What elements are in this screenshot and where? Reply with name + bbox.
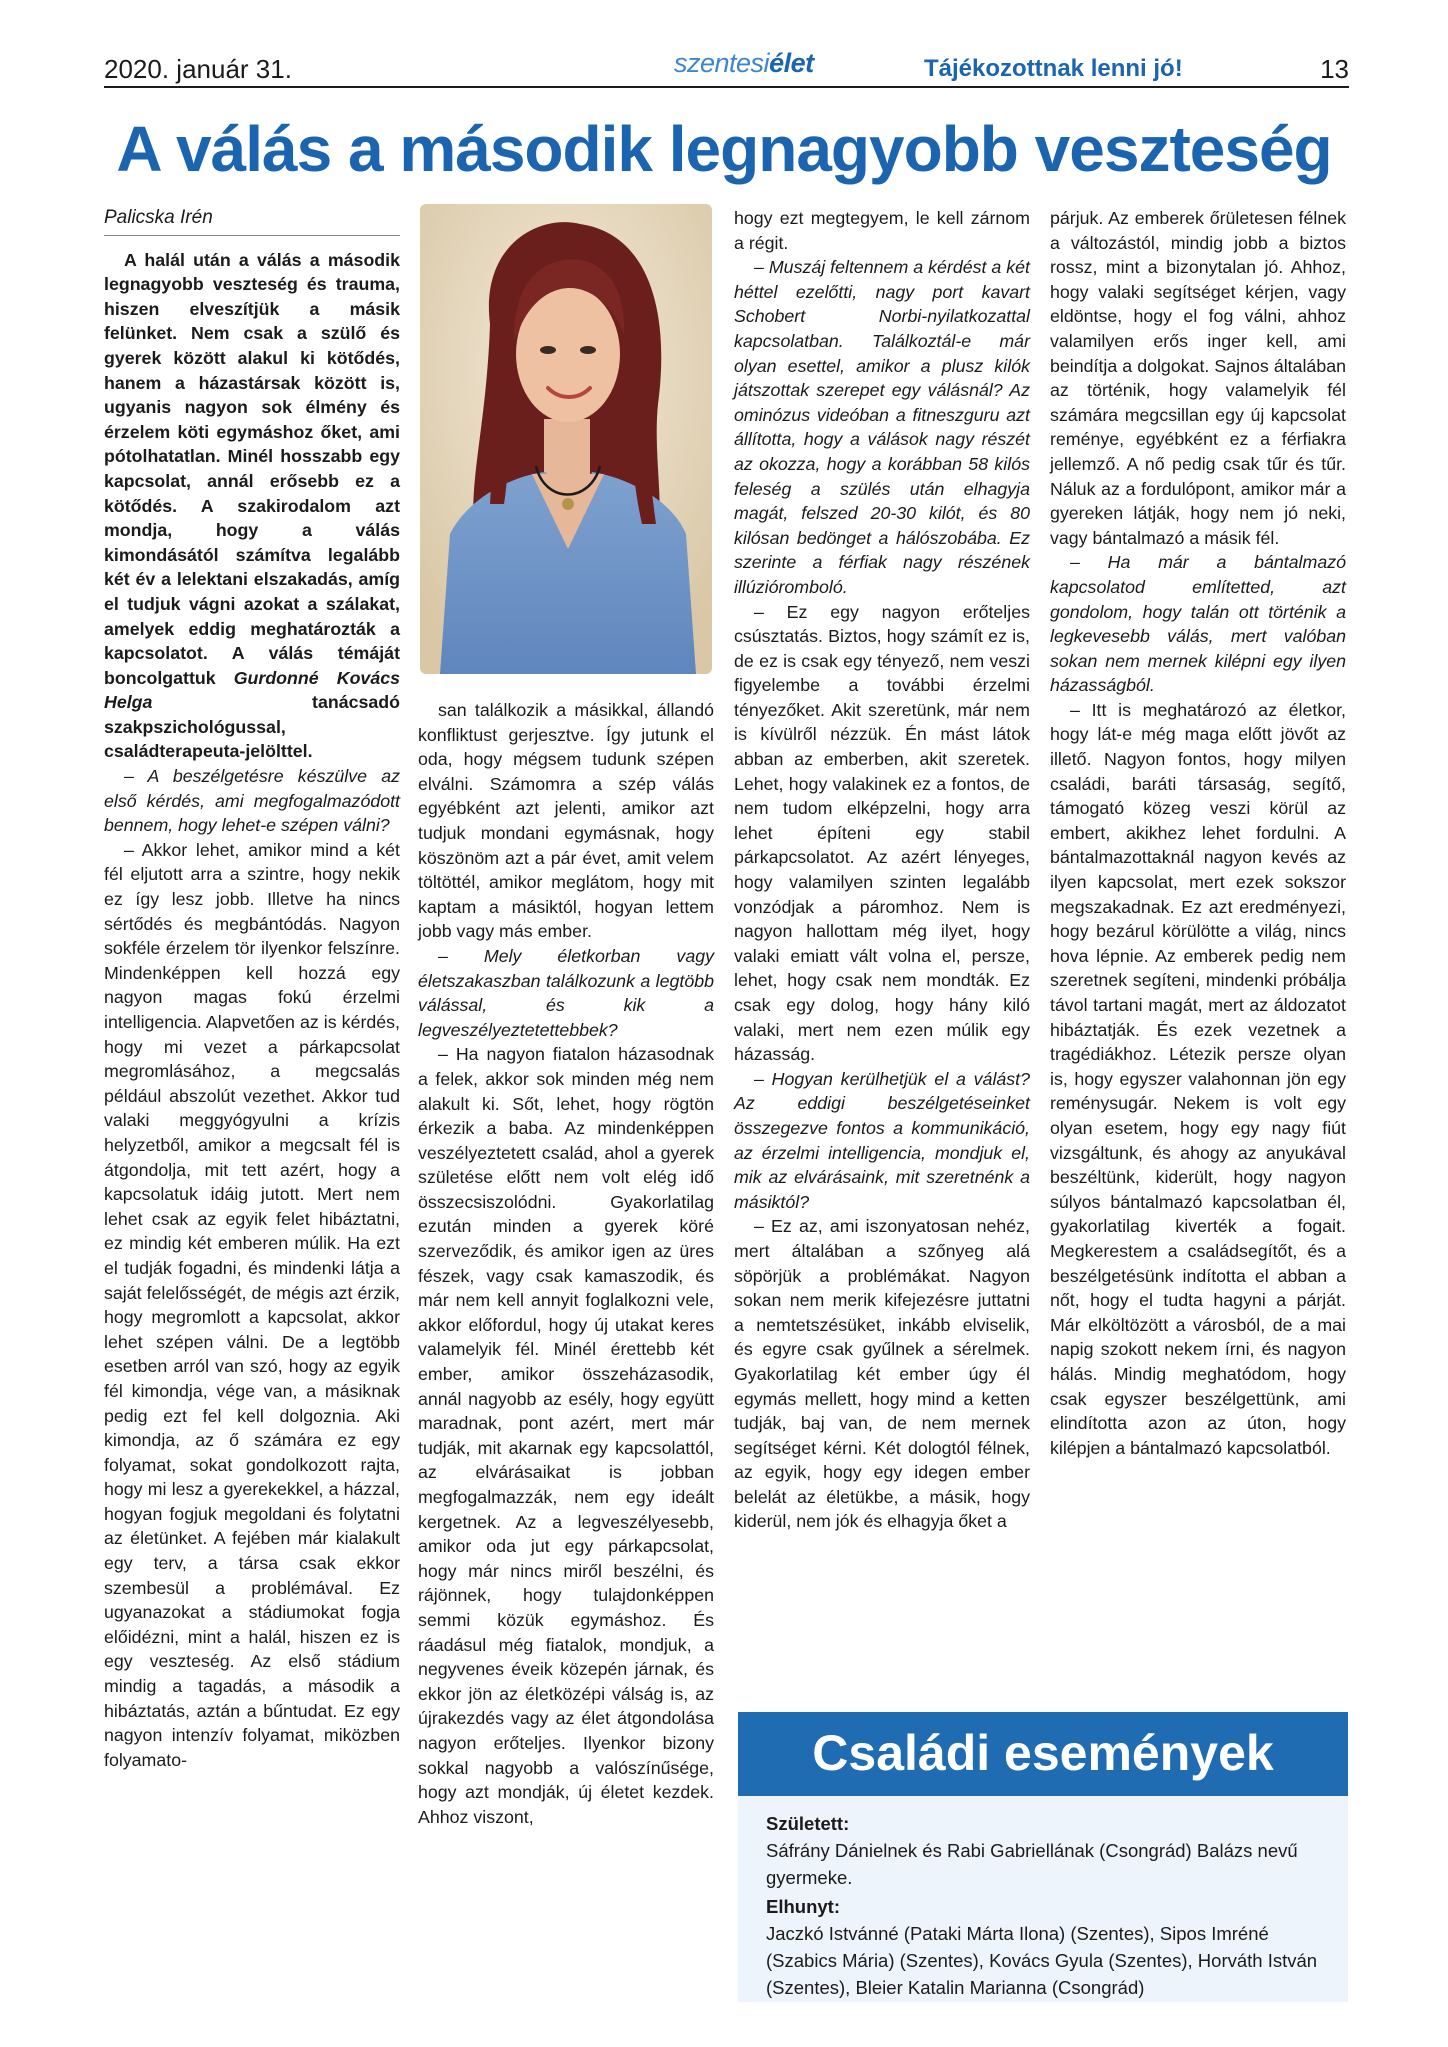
- article-column-1: [104, 206, 400, 1772]
- family-events-box: [738, 1712, 1348, 2002]
- interview-question: – Muszáj feltennem a kérdést a két héttel ezelőtti, nagy port kavart Schobert Norbi-nyilatkozattal kapcsolatban. Találkoztál-e már olyan esettel, amikor a plusz kilók játszottak szerepet egy válásnál? Az ominózus videóban a fitneszguru azt állította, hogy a válások nagy részét az okozza, hogy a korábban 58 kilós feleség a szülés után elhagyja magát, felszed 20-30 kilót, és 80 kilósan bedönget a hálószobába. Ez szerinte a férfiak nagy részének illúzióromboló.: [734, 257, 1030, 597]
- interview-answer: párjuk. Az emberek őrületesen félnek a változástól, mindig jobb a biztos rossz, mint a bizonytalan jó. Ahhoz, hogy valaki segítséget kérjen, vagy eldöntse, hogy el fog válni, ahhoz valamilyen erős inger kell, ami beindítja a dolgokat. Sajnos általában az történik, hogy valamelyik fél számára megcsillan egy új kapcsolat reménye, egyébként ez a férfiakra jellemző. A nő pedig csak tűr és tűr. Náluk az a fordulópont, amikor már a gyereken látják, hogy nem jó neki, vagy bántalmazó a másik fél.: [1050, 208, 1346, 548]
- died-label: Elhunyt:: [766, 1896, 840, 1917]
- interviewee-name: Gurdonné Kovács Helga: [104, 667, 400, 713]
- page-header: [104, 50, 1349, 88]
- family-events-body: [738, 1796, 1348, 2001]
- interview-answer: san találkozik a másikkal, állandó konfliktust gerjesztve. Így jutunk el oda, hogy mégsem tudunk szépen elválni. Számomra a szép válás egyébként azt jelenti, amikor azt tudjuk mondani egymásnak, hogy köszönöm azt a pár évet, amit velem töltöttél, amikor meglátom, hogy mit kaptam a másiktól, hogyan lettem jobb vagy más ember.: [418, 700, 714, 942]
- interview-answer: – Ez egy nagyon erőteljes csúsztatás. Biztos, hogy számít ez is, de ez is csak egy tényező, nem veszi figyelembe a további érzelmi tényezőket. Akit szeretünk, már nem is kívülről nézzük. Én mást látok abban az emberben, akit szeretek. Lehet, hogy valakinek ez a fontos, de nem tudom elképzelni, hogy arra lehet építeni egy stabil párkapcsolatot. Az azért lényeges, hogy valamilyen szinten legalább vonzódjak a páromhoz. Nem is nagyon hallottam még ilyet, hogy valaki emiatt vált volna el, persze, lehet, hogy csak nem mondták. Ez csak egy dolog, hogy hány kiló valaki, mert nem ezen múlik egy házasság.: [734, 601, 1030, 1065]
- portrait-photo: [420, 204, 712, 674]
- born-label: Született:: [766, 1813, 850, 1834]
- interview-question: – A beszélgetésre készülve az első kérdés, ami megfogalmazódott bennem, hogy lehet-e szépen válni?: [104, 766, 400, 836]
- interview-answer: hogy ezt megtegyem, le kell zárnom a régit.: [734, 208, 1030, 253]
- interview-question: – Ha már a bántalmazó kapcsolatod említetted, azt gondolom, hogy talán ott történik a legkevesebb válás, mert valóban sokan nem mernek kilépni egy ilyen házasságból.: [1050, 552, 1346, 696]
- interview-answer: – Akkor lehet, amikor mind a két fél eljutott arra a szintre, hogy nekik ez így lesz jobb. Illetve ha nincs sértődés és megbántódás. Nagyon sokféle érzelem tör ilyenkor felszínre. Mindenképpen kell hozzá egy nagyon magas fokú érzelmi intelligencia. Alapvetően az is kérdés, hogy mi vezet a párkapcsolat megromlásához, a megcsalás például abszolút vezethet. Akkor tud valaki meggyógyulni a krízis helyzetből, amikor a megcsalt fél is átgondolja, mit tett azért, hogy a kapcsolatuk idáig jutott. Mert nem lehet csak az egyik felet hibáztatni, ez mindig két emberen múlik. Ha ezt el tudják fogadni, és mindenki látja a saját felelősségét, de mégis azt érzik, hogy megromlott a kapcsolat, akkor lehet szépen válni. De a legtöbb esetben arról van szó, hogy az egyik fél kimondja, vége van, a másiknak pedig ezt fel kell dolgoznia. Aki kimondja, az ő számára ez egy folyamat, sokat gondolkozott rajta, hogy mi lesz a gyerekekkel, a házzal, hogyan fogjuk megoldani és folytatni az életünket. A fejében már kialakult egy terv, a társa csak ekkor szembesül a problémával. Ez ugyanazokat a stádiumokat fogja előidézni, mint a halál, hiszen ez is egy veszteség. Az első stádium mindig a tagadás, a második a hibáztatás, aztán a bűntudat. Ez egy nagyon intenzív folyamat, miközben folyamato-: [104, 839, 400, 1770]
- interview-answer: – Ha nagyon fiatalon házasodnak a felek, akkor sok minden még nem alakult ki. Sőt, lehet, hogy rögtön érkezik a baba. Az mindenképpen veszélyeztetett család, ahol a gyerek születése előtt nem volt elég idő összecsiszolódni. Gyakorlatilag ezután minden a gyerek köré szerveződik, és amikor igen az üres fészek, vagy csak kamaszodik, és már nem kell annyit foglalkozni vele, akkor előfordul, hogy új utakat keres valamelyik fél. Minél érettebb két ember, amikor összeházasodik, annál nagyobb az esély, hogy együtt maradnak, pont azért, mert már tudják, mit akarnak egy kapcsolattól, az elvárásaikat is jobban megfogalmazzák, nem egy ideált kergetnek. Az a legveszélyesebb, amikor oda jut egy párkapcsolat, hogy már nincs miről beszélni, és rájönnek, hogy tulajdonképpen semmi közük egymáshoz. És ráadásul még fiatalok, mondjuk, a negyvenes éveik közepén járnak, és ekkor jön az életközépi válság is, az újrakezdés vagy az élet átgondolása nagyon erőteljes. Ilyenkor bizony sokkal nagyobb a valószínűsége, hogy azt mondják, új életet kezdek. Ahhoz viszont,: [418, 1044, 714, 1827]
- article-column-3: [734, 206, 1030, 1534]
- interview-question: – Hogyan kerülhetjük el a válást? Az eddigi beszélgetéseinket összegezve fontos a kommunikáció, az érzelmi intelligencia, mondjuk el, mik az elvárásaink, mit szeretnénk a másiktól?: [734, 1068, 1030, 1212]
- article-column-4: [1050, 206, 1346, 1460]
- interview-answer: – Ez az, ami iszonyatosan nehéz, mert általában a szőnyeg alá söpörjük a problémákat. Nagyon sokan nem merik kifejezésre juttatni a nemtetszésüket, inkább elviselik, és egyre csak gyűlnek a sérelmek. Gyakorlatilag két ember úgy él egymás mellett, hogy mind a ketten tudják, baj van, de nem mernek segítséget kérni. Két dologtól félnek, az egyik, hogy egy idegen ember belelát az életükbe, a másik, hogy kiderül, nem jók és elhagyja őket a: [734, 1216, 1030, 1532]
- newspaper-logo: szentesiélet: [674, 48, 814, 78]
- interview-question: – Mely életkorban vagy életszakaszban találkozunk a legtöbb válással, és kik a legveszélyeztetettebbek?: [418, 945, 714, 1040]
- page-number: 13: [1320, 54, 1349, 84]
- article-title: A válás a második legnagyobb veszteség: [116, 113, 1332, 185]
- portrait-image: [420, 204, 712, 674]
- article-column-2: [418, 698, 714, 1829]
- interview-answer: – Itt is meghatározó az életkor, hogy lát-e még maga előtt jövőt az illető. Nagyon fontos, hogy milyen családi, baráti társaság, segítő, támogató közeg veszi körül az embert, akikhez lehet fordulni. A bántalmazottaknál nagyon kevés az ilyen kapcsolat, mert ezek sokszor megszakadnak. Ez azt eredményezi, hogy bezárul körülötte a világ, nincs hova lépnie. Az emberek pedig nem szeretnek segíteni, mindenki próbálja távol tartani magát, mert az áldozatot hibáztatják. És ezek vezetnek a tragédiákhoz. Létezik persze olyan is, hogy egyszer valahonnan jön egy reménysugár. Nekem is volt egy olyan esetem, hogy egy nagy fiút vizsgáltunk, és ahogy az anyukával beszéltünk, kiderült, hogy nagyon súlyos bántalmazó kapcsolatban él, gyakorlatilag kiverték a fogait. Megkerestem a családsegítőt, és a beszélgetésünk indította el abban a nőt, hogy el tudta hagyni a párját. Már elköltözött a városból, de a mai napig szokott nekem írni, és nagyon hálás. Mindig meghatódom, hogy csak egyszer beszélgettünk, ami elindította azon az úton, hogy kilépjen a bántalmazó kapcsolatból.: [1050, 699, 1346, 1458]
- family-events-title: Családi események: [738, 1712, 1348, 1796]
- article-lead: A halál után a válás a második legnagyobb veszteség és trauma, hiszen elveszítjük a másik felünket. Nem csak a szülő és gyerek között alakul ki kötődés, hanem a házastársak között is, ugyanis nagyon sok élmény és érzelem köti egymáshoz őket, ami pótolhatatlan. Minél hosszabb egy kapcsolat, annál erősebb ez a kötődés. A szakirodalom azt mondja, hogy a válás kimondásától számítva legalább két év a lelektani elszakadás, amíg el tudjuk vágni azokat a szálakat, amelyek eddig meghatározták a kapcsolatot. A válás témáját boncolgattuk Gurdonné Kovács Helga tanácsadó szakpszichológussal, családterapeuta-jelölttel.: [104, 249, 400, 762]
- header-slogan: Tájékozottnak lenni jó!: [924, 55, 1183, 82]
- article-author: Palicska Irén: [104, 206, 400, 236]
- issue-date: 2020. január 31.: [104, 54, 292, 84]
- born-text: Sáfrány Dánielnek és Rabi Gabriellának (Csongrád) Balázs nevű gyermeke.: [766, 1840, 1298, 1888]
- died-text: Jaczkó Istvánné (Pataki Márta Ilona) (Szentes), Sipos Imréné (Szabics Mária) (Szentes), Kovács Gyula (Szentes), Horváth István (Szentes), Bleier Katalin Marianna (Csongrád): [766, 1923, 1318, 1998]
